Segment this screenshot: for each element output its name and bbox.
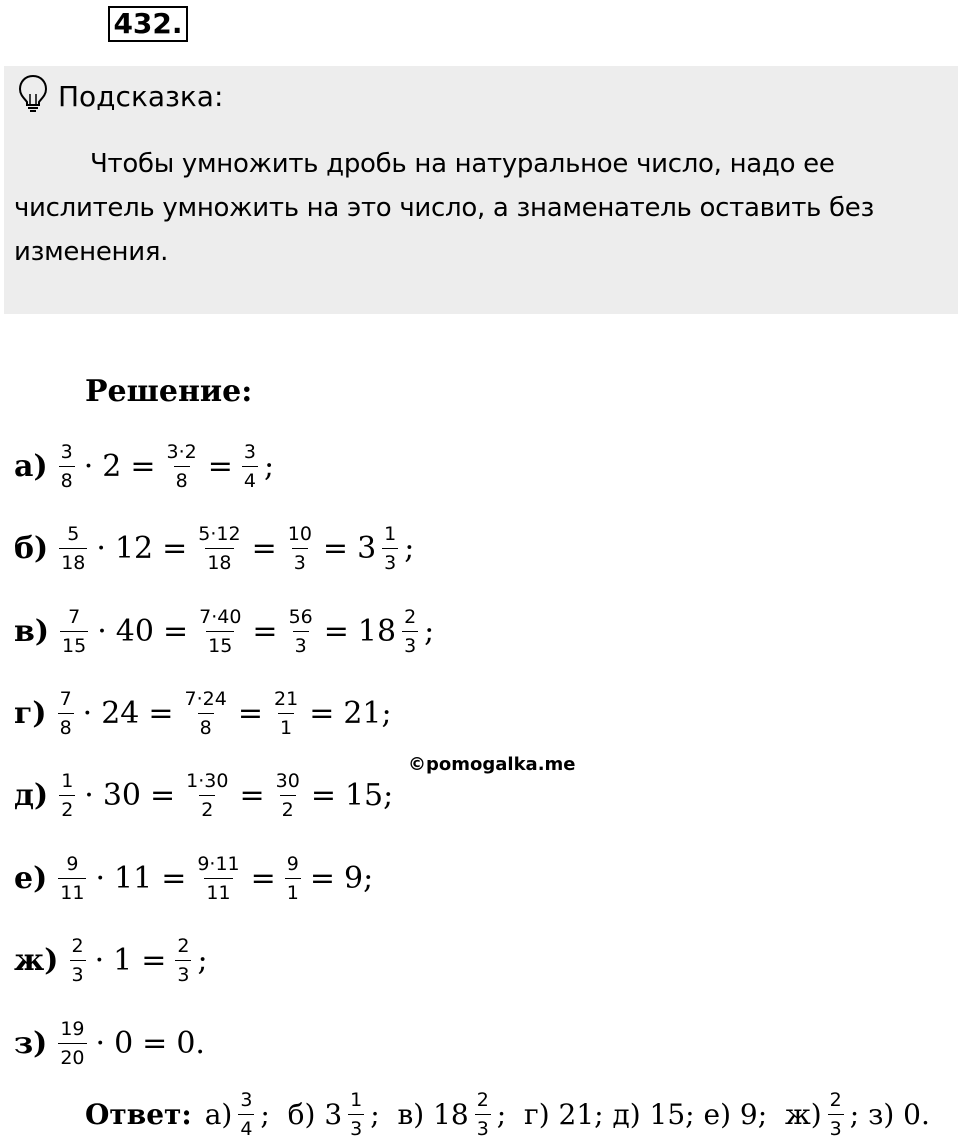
- numerator: 2: [71, 934, 84, 957]
- denominator: 3: [348, 1114, 364, 1142]
- operator: ·: [97, 613, 107, 649]
- math-text: ;: [263, 448, 275, 484]
- fraction: [272, 686, 300, 741]
- denominator: 2: [59, 795, 75, 823]
- operator: =: [162, 530, 188, 566]
- operator: =: [323, 613, 349, 649]
- operator: =: [251, 530, 277, 566]
- operator: =: [161, 860, 187, 896]
- fraction: [382, 521, 398, 576]
- fraction: [402, 604, 418, 659]
- denominator: 3: [70, 960, 86, 988]
- answer-title: Ответ:: [85, 1097, 192, 1131]
- numerator: 21: [274, 687, 299, 710]
- row-label: з): [14, 1025, 48, 1061]
- denominator: 3: [175, 960, 191, 988]
- numerator: 3: [60, 440, 73, 463]
- fraction: [59, 768, 75, 823]
- math-text: 1: [113, 942, 133, 978]
- numerator: 5·12: [198, 522, 241, 545]
- operator: =: [148, 695, 174, 731]
- denominator: 15: [60, 631, 88, 659]
- math-text: 24: [101, 695, 140, 731]
- math-text: 2: [102, 448, 122, 484]
- solution-row: [14, 431, 277, 501]
- hint-text: Чтобы умножить дробь на натуральное число, надо ее числитель умножить на это число, а знаменатель оставить без изменения.: [14, 149, 875, 267]
- operator: ·: [84, 777, 94, 813]
- fraction: [195, 851, 241, 906]
- math-text: 9;: [344, 860, 374, 896]
- fraction: [348, 1087, 364, 1142]
- denominator: 3: [828, 1114, 844, 1142]
- numerator: 7·24: [184, 687, 227, 710]
- math-text: 3: [357, 530, 377, 566]
- denominator: 2: [199, 795, 215, 823]
- denominator: 4: [238, 1114, 254, 1142]
- fraction: [59, 439, 75, 494]
- row-label: б): [14, 530, 49, 566]
- operator: =: [142, 1025, 168, 1061]
- fraction: [197, 604, 243, 659]
- denominator: 3: [382, 548, 398, 576]
- fraction: [828, 1087, 844, 1142]
- denominator: 8: [174, 466, 190, 494]
- operator: =: [130, 448, 156, 484]
- numerator: 9: [286, 852, 299, 875]
- math-text: ; в) 18: [370, 1097, 469, 1131]
- math-text: 30: [102, 777, 142, 813]
- operator: =: [309, 860, 336, 896]
- fraction: [475, 1087, 491, 1142]
- operator: =: [141, 942, 167, 978]
- row-label: г): [14, 695, 47, 731]
- lightbulb-icon: [18, 74, 48, 119]
- denominator: 18: [59, 548, 87, 576]
- numerator: 7: [59, 687, 72, 710]
- fraction: [183, 686, 229, 741]
- operator: =: [252, 613, 278, 649]
- numerator: 2: [476, 1088, 489, 1111]
- denominator: 1: [285, 878, 301, 906]
- math-text: ; г) 21; д) 15; е) 9; ж): [496, 1097, 822, 1131]
- solution-row: [14, 513, 417, 583]
- numerator: 1: [384, 522, 397, 545]
- operator: ·: [95, 1025, 106, 1061]
- denominator: 15: [206, 631, 234, 659]
- operator: ·: [82, 695, 93, 731]
- denominator: 3: [475, 1114, 491, 1142]
- fraction: [60, 604, 88, 659]
- row-label: а): [14, 448, 48, 484]
- operator: =: [207, 448, 233, 484]
- denominator: 11: [204, 878, 232, 906]
- math-text: 0: [114, 1025, 134, 1061]
- answer-line: [85, 1082, 933, 1146]
- numerator: 10: [287, 522, 312, 545]
- solution-row: [14, 843, 376, 913]
- numerator: 3: [243, 440, 256, 463]
- numerator: 7: [68, 605, 81, 628]
- numerator: 3·2: [166, 440, 197, 463]
- operator: =: [322, 530, 349, 566]
- solution-row: [14, 925, 211, 995]
- watermark: ©pomogalka.me: [408, 754, 576, 775]
- fraction: [58, 686, 74, 741]
- fraction: [175, 933, 191, 988]
- operator: =: [250, 860, 276, 896]
- fraction: [165, 439, 199, 494]
- numerator: 1: [350, 1088, 363, 1111]
- denominator: 1: [278, 713, 294, 741]
- fraction: [59, 521, 87, 576]
- math-text: а): [204, 1097, 233, 1131]
- fraction: [58, 1016, 86, 1071]
- fraction: [287, 604, 315, 659]
- operator: =: [239, 777, 265, 813]
- math-text: ;: [197, 942, 208, 978]
- fraction: [70, 933, 86, 988]
- numerator: 56: [288, 605, 313, 628]
- math-text: 21;: [343, 695, 392, 731]
- math-text: 15;: [344, 777, 394, 813]
- numerator: 30: [275, 769, 300, 792]
- denominator: 3: [293, 631, 309, 659]
- fraction: [286, 521, 314, 576]
- operator: ·: [95, 860, 106, 896]
- hint-panel: [4, 66, 958, 314]
- hint-title: Подсказка:: [58, 79, 224, 113]
- denominator: 4: [242, 466, 258, 494]
- solution-row: [14, 678, 395, 748]
- math-text: 0.: [176, 1025, 205, 1061]
- denominator: 2: [280, 795, 296, 823]
- fraction: [285, 851, 301, 906]
- numerator: 1·30: [186, 769, 229, 792]
- denominator: 3: [402, 631, 418, 659]
- denominator: 3: [292, 548, 308, 576]
- math-text: ; б) 3: [260, 1097, 343, 1131]
- solution-row: [14, 1008, 208, 1078]
- fraction: [184, 768, 230, 823]
- denominator: 8: [58, 713, 74, 741]
- fraction: [196, 521, 242, 576]
- numerator: 2: [177, 934, 190, 957]
- row-label: в): [14, 613, 50, 649]
- math-text: ; з) 0.: [849, 1097, 930, 1131]
- solution-title: Решение:: [85, 374, 253, 409]
- denominator: 18: [205, 548, 233, 576]
- numerator: 9: [66, 852, 79, 875]
- math-text: 18: [357, 613, 397, 649]
- row-label: д): [14, 777, 49, 813]
- fraction: [274, 768, 302, 823]
- denominator: 8: [198, 713, 214, 741]
- numerator: 1: [61, 769, 74, 792]
- task-number: 432.: [108, 6, 188, 42]
- numerator: 19: [60, 1017, 85, 1040]
- row-label: е): [14, 860, 48, 896]
- numerator: 2: [404, 605, 417, 628]
- numerator: 7·40: [199, 605, 242, 628]
- math-text: 11: [114, 860, 153, 896]
- fraction: [242, 439, 258, 494]
- operator: ·: [83, 448, 94, 484]
- denominator: 11: [58, 878, 86, 906]
- math-text: ;: [424, 613, 435, 649]
- math-text: ;: [404, 530, 415, 566]
- hint-header: [18, 76, 223, 116]
- operator: =: [310, 777, 336, 813]
- denominator: 20: [58, 1043, 86, 1071]
- math-text: 40: [115, 613, 154, 649]
- operator: ·: [94, 942, 105, 978]
- answer-parts: [202, 1087, 933, 1142]
- fraction: [238, 1087, 254, 1142]
- operator: =: [309, 695, 335, 731]
- operator: =: [150, 777, 176, 813]
- solution-row: [14, 596, 437, 666]
- numerator: 5: [67, 522, 80, 545]
- numerator: 2: [829, 1088, 842, 1111]
- operator: =: [162, 613, 189, 649]
- solution-row: [14, 760, 396, 830]
- operator: =: [237, 695, 263, 731]
- denominator: 8: [59, 466, 75, 494]
- row-label: ж): [14, 942, 59, 978]
- numerator: 3: [240, 1088, 253, 1111]
- operator: ·: [96, 530, 106, 566]
- numerator: 9·11: [197, 852, 240, 875]
- fraction: [58, 851, 86, 906]
- math-text: 12: [114, 530, 154, 566]
